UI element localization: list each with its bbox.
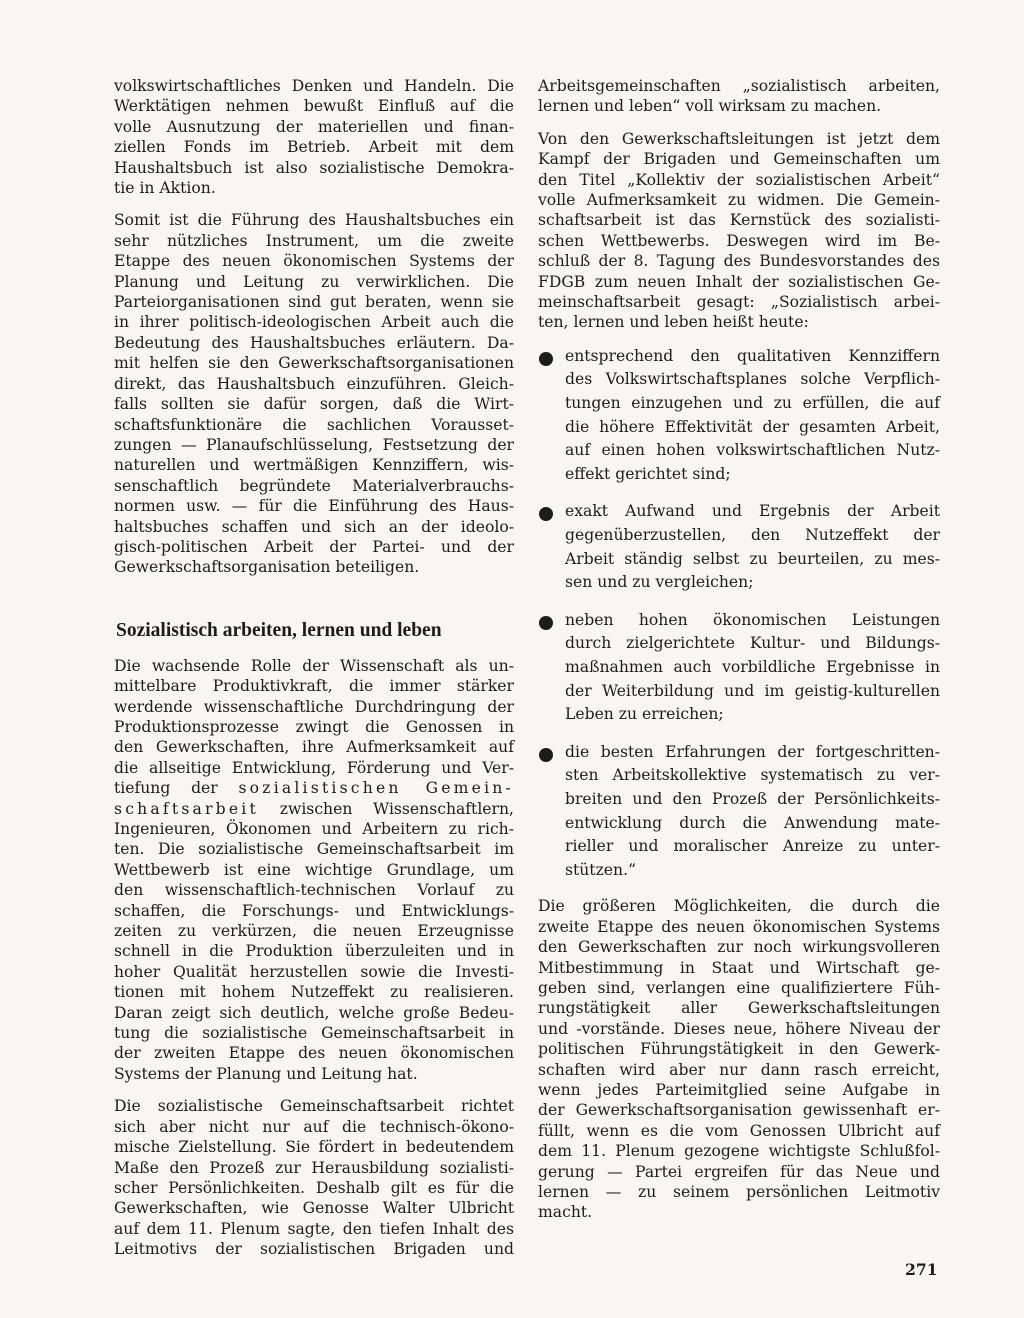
text-line: schaften wird aber nur dann rasch erreicht, [538,1060,940,1079]
text-line: sten Arbeitskollektive systematisch zu ver- [565,766,940,785]
text-line: in ihrer politisch-ideologischen Arbeit auch die [114,313,514,332]
bullet-text [565,741,940,883]
text-line: breiten und den Prozeß der Persönlichkeits- [565,789,940,808]
text-line: die allseitige Entwicklung, Förderung und Ver- [114,758,514,777]
text-line: schaftsfunktionäre die sachlichen Vorausset- [114,415,514,434]
text-line: falls sollten sie dafür sorgen, daß die Wirt- [114,395,514,414]
bullet-text [565,609,940,727]
text-line: Ingenieuren, Ökonomen und Arbeitern zu rich- [114,820,514,838]
paragraph [114,76,514,198]
text-line: volle Ausnutzung der materiellen und finan- [114,117,514,136]
text-line: mische Zielstellung. Sie fördert in bedeutendem [114,1138,514,1157]
text-line: zungen — Planaufschlüsselung, Festsetzung der [114,435,514,454]
text-line: den wissenschaftlich-technischen Vorlauf zu [114,881,514,900]
text-line: sich aber nicht nur auf die technisch-ökono- [114,1117,514,1136]
text-line: auf einen hohen volkswirtschaftlichen Nutz- [565,441,940,460]
text-line: rieller und moralischer Anreize zu unter- [565,837,940,856]
text-line: und -vorstände. Dieses neue, höhere Niveau der [538,1019,940,1038]
text-line: Systems der Planung und Leitung hat. [114,1064,418,1083]
text-line: die höhere Effektivität der gesamten Arbeit, [565,417,940,436]
text-line: werdende wissenschaftliche Durchdringung der [114,697,514,716]
text-line: lernen und leben“ voll wirksam zu machen. [538,97,882,116]
text-line: haltsbuches schaffen und sich an der ideolo- [114,517,514,536]
text-line: zweite Etappe des neuen ökonomischen Systems [538,917,940,936]
text-line: Mitbestimmung in Staat und Wirtschaft ge- [538,958,940,977]
bullet-list [538,345,940,882]
paragraph [538,896,940,1223]
paragraph [114,656,514,1085]
text-line: Planung und Leitung zu verwirklichen. Die [114,272,514,291]
text-line: Parteiorganisationen sind gut beraten, wenn sie [114,293,514,312]
text-line: effekt gerichtet sind; [565,464,731,483]
text-line: volle Aufmerksamkeit zu widmen. Die Gemein- [538,191,940,210]
left-column [114,76,514,1272]
text-line: entsprechend den qualitativen Kennziffern [565,346,940,365]
text-line: gerung — Partei ergreifen für das Neue und [538,1162,940,1181]
text-line: geben sind, verlangen eine qualifiziertere Füh- [538,978,940,997]
text-line: Die sozialistische Gemeinschaftsarbeit richtet [114,1097,514,1116]
text-line: Etappe des neuen ökonomischen Systems der [114,252,514,271]
text-line: ten. Die sozialistische Gemeinschaftsarbeit im [114,840,514,859]
paragraph [114,1096,514,1259]
text-line: Daran zeigt sich deutlich, welche große Bedeu- [114,1003,514,1022]
text-line: Somit ist die Führung des Haushaltsbuches ein [114,211,514,230]
section-heading: Sozialistisch arbeiten, lernen und leben [116,619,442,641]
text-line: schaftsarbeit zwischen Wissenschaftlern, [114,799,514,818]
text-line: schluß der 8. Tagung des Bundesvorstandes des [538,252,940,271]
text-line: Arbeit ständig selbst zu beurteilen, zu mes- [565,549,940,568]
text-line: rungstätigkeit aller Gewerkschaftsleitungen [538,999,940,1018]
text-line: politischen Führungstätigkeit in den Gewerk- [538,1040,940,1059]
text-line: den Gewerkschaften zur noch wirkungsvolleren [538,938,940,957]
text-line: tiefung der sozialistischen Gemein- [114,779,514,798]
text-line: meinschaftsarbeit gesagt: „Sozialistisch arbei- [538,293,940,312]
text-line: den Titel „Kollektiv der sozialistischen Arbeit“ [538,170,940,189]
text-line: sen und zu vergleichen; [565,573,754,592]
text-line: ziellen Fonds im Betrieb. Arbeit mit dem [114,138,514,157]
text-line: gegenüberzustellen, den Nutzeffekt der [565,526,940,545]
text-line: füllt, wenn es die vom Genossen Ulbricht auf [538,1121,940,1140]
emphasized-text: schaftsarbeit [114,799,259,818]
text-line: entwicklung durch die Anwendung mate- [565,813,940,832]
paragraph [538,129,940,333]
text-line: senschaftlich begründete Materialverbrauchs- [114,476,514,495]
bullet-item [538,500,940,594]
text-line: tionen mit hohem Nutzeffekt zu realisieren. [114,983,514,1002]
text-line: ten, lernen und leben heißt heute: [538,313,809,332]
paragraph [114,210,514,577]
text-line: die besten Erfahrungen der fortgeschritten- [565,742,940,761]
text-line: Produktionsprozesse zwingt die Genossen in [114,717,514,736]
text-line: stützen.“ [565,860,636,879]
text-line: zeiten zu verkürzen, die neuen Erzeugnisse [114,922,514,941]
text-line: Die größeren Möglichkeiten, die durch die [538,897,940,916]
text-line: scher Persönlichkeiten. Deshalb gilt es für die [114,1178,514,1197]
text-line: Von den Gewerkschaftsleitungen ist jetzt dem [538,129,940,148]
text-line: dem 11. Plenum gezogene wichtigste Schlußfol- [538,1142,940,1161]
text-line: exakt Aufwand und Ergebnis der Arbeit [565,502,940,521]
text-line: schaftsarbeit ist das Kernstück des sozialisti- [538,211,940,230]
text-line: tie in Aktion. [114,179,216,198]
paragraph [538,76,940,117]
text-line: Gewerkschaftsorganisation beteiligen. [114,558,420,577]
text-line: der Gewerkschaftsorganisation gewissenhaft er- [538,1101,940,1120]
bullet-item [538,741,940,883]
text-line: schaffen, die Forschungs- und Entwicklungs- [114,901,514,920]
text-line: wenn jedes Parteimitglied seine Aufgabe in [538,1081,940,1099]
text-line: normen usw. — für die Einführung des Haus- [114,497,514,516]
text-line: schen Wettbewerbs. Deswegen wird im Be- [538,231,940,250]
bullet-item [538,609,940,727]
text-line: Werktätigen nehmen bewußt Einfluß auf die [114,97,514,116]
text-line: der zweiten Etappe des neuen ökonomischen [114,1044,514,1063]
bullet-dot-icon [539,507,553,521]
text-line: Wettbewerb ist eine wichtige Grundlage, um [114,860,514,879]
text-line: Kampf der Brigaden und Gemeinschaften um [538,150,940,169]
text-line: auf dem 11. Plenum sagte, den tiefen Inhalt des [114,1219,514,1238]
bullet-dot-icon [539,616,553,630]
text-line: den Gewerkschaften, ihre Aufmerksamkeit auf [114,738,514,757]
text-line: lernen — zu seinem persönlichen Leitmotiv [538,1183,940,1202]
text-line: des Volkswirtschaftsplanes solche Verpflich- [565,370,940,389]
text-line: macht. [538,1203,593,1222]
right-column [538,76,940,1235]
text-line: der Weiterbildung und im geistig-kulturellen [565,681,940,700]
text-line: Arbeitsgemeinschaften „sozialistisch arbeiten, [538,77,940,95]
text-line: gisch-politischen Arbeit der Partei- und der [114,537,514,556]
bullet-text [565,345,940,487]
bullet-text [565,500,940,594]
text-line: Maße den Prozeß zur Herausbildung sozialisti- [114,1158,514,1177]
text-line: sehr nützliches Instrument, um die zweite [114,231,514,250]
text-line: Haushaltsbuch ist also sozialistische Demokra- [114,158,514,177]
text-line: naturellen und wertmäßigen Kennziffern, wis- [114,456,514,475]
text-line: Gewerkschaften, wie Genosse Walter Ulbricht [114,1199,514,1218]
text-line: FDGB zum neuen Inhalt der sozialistischen Ge- [538,272,940,291]
text-line: schnell in die Produktion überzuleiten und in [114,942,514,961]
text-line: neben hohen ökonomischen Leistungen [565,610,940,629]
bullet-dot-icon [539,748,553,762]
text-line: tungen einzugehen und zu erfüllen, die auf [565,394,940,413]
text-line: mittelbare Produktivkraft, die immer stärker [114,677,514,696]
emphasized-text: sozialistischen Gemein- [238,779,514,798]
page-number: 271 [905,1260,938,1279]
text-line: Die wachsende Rolle der Wissenschaft als un- [114,656,514,675]
text-line: Bedeutung des Haushaltsbuches erläutern. Da- [114,333,514,352]
text-line: durch zielgerichtete Kultur- und Bildungs- [565,634,940,653]
bullet-dot-icon [539,352,553,366]
text-line: maßnahmen auch vorbildliche Ergebnisse in [565,658,940,676]
text-line: mit helfen sie den Gewerkschaftsorganisationen [114,354,514,373]
text-line: hoher Qualität herzustellen sowie die Investi- [114,962,514,981]
text-line: volkswirtschaftliches Denken und Handeln. Die [114,77,514,95]
text-line: tung die sozialistische Gemeinschaftsarbeit in [114,1024,514,1043]
text-line: direkt, das Haushaltsbuch einzuführen. Gleich- [114,374,514,393]
text-line: Leitmotivs der sozialistischen Brigaden und [114,1240,514,1259]
bullet-item [538,345,940,487]
text-line: Leben zu erreichen; [565,705,724,724]
